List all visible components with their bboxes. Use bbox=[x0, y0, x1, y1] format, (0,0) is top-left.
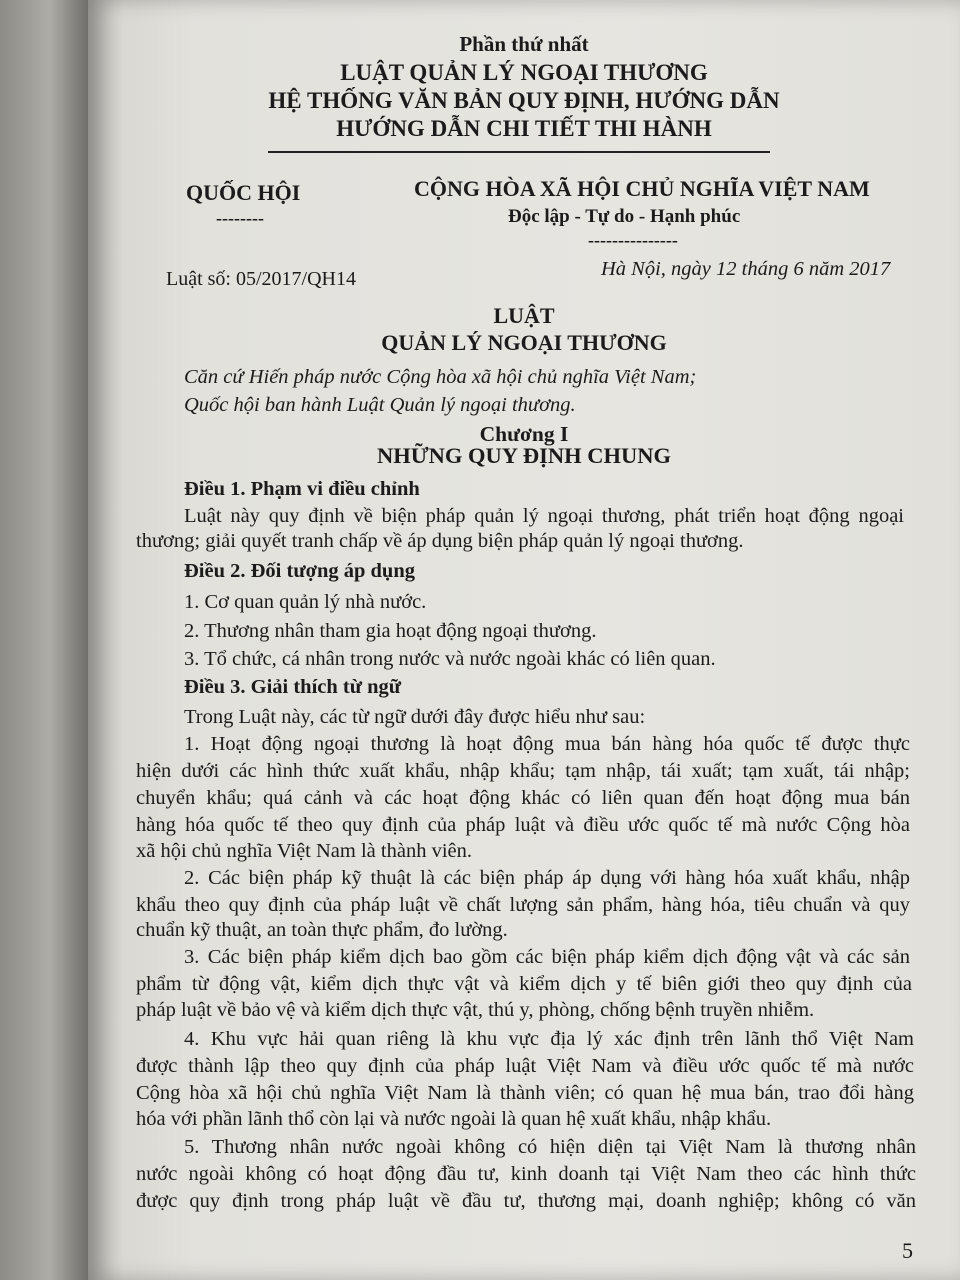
country-name: CỘNG HÒA XÃ HỘI CHỦ NGHĨA VIỆT NAM bbox=[414, 176, 870, 201]
article-2-item: 2. Thương nhân tham gia hoạt động ngoại thương. bbox=[184, 620, 597, 642]
article-3-heading: Điều 3. Giải thích từ ngữ bbox=[184, 676, 402, 698]
definition-3-line: pháp luật về bảo vệ và kiểm dịch thực vật, thú y, phòng, chống bệnh truyền nhiễm. bbox=[136, 999, 815, 1021]
definition-4-line: Cộng hòa xã hội chủ nghĩa Việt Nam là thành viên; có quan hệ mua bán, trao đổi hàng bbox=[136, 1082, 914, 1104]
article-2-item: 3. Tổ chức, cá nhân trong nước và nước ngoài khác có liên quan. bbox=[184, 648, 716, 670]
chapter-title: NHỮNG QUY ĐỊNH CHUNG bbox=[377, 443, 671, 468]
article-3-intro: Trong Luật này, các từ ngữ dưới đây được hiểu như sau: bbox=[184, 706, 646, 728]
motto-dashes: --------------- bbox=[588, 230, 678, 250]
part-title-2: HỆ THỐNG VĂN BẢN QUY ĐỊNH, HƯỚNG DẪN bbox=[268, 88, 780, 113]
national-motto: Độc lập - Tự do - Hạnh phúc bbox=[508, 206, 741, 227]
facing-page-edge bbox=[0, 0, 90, 1280]
definition-4-line: được thành lập theo quy định của pháp luật Việt Nam và điều ước quốc tế mà nước bbox=[136, 1055, 914, 1077]
issuer-dashes: -------- bbox=[216, 208, 264, 228]
part-title-1: LUẬT QUẢN LÝ NGOẠI THƯƠNG bbox=[340, 60, 708, 85]
definition-4-line: hóa với phần lãnh thổ còn lại và nước ngoài là quan hệ xuất khẩu, nhập khẩu. bbox=[136, 1108, 772, 1130]
chapter-label: Chương I bbox=[479, 422, 569, 446]
place-date: Hà Nội, ngày 12 tháng 6 năm 2017 bbox=[601, 258, 891, 280]
definition-2-line: 2. Các biện pháp kỹ thuật là các biện pháp áp dụng với hàng hóa xuất khẩu, nhập bbox=[184, 867, 910, 889]
part-label: Phần thứ nhất bbox=[459, 32, 589, 56]
article-2-item: 1. Cơ quan quản lý nhà nước. bbox=[184, 591, 427, 613]
law-type: LUẬT bbox=[493, 303, 555, 328]
definition-1-line: xã hội chủ nghĩa Việt Nam là thành viên. bbox=[136, 840, 472, 862]
page-number: 5 bbox=[902, 1238, 913, 1263]
definition-2-line: chuẩn kỹ thuật, an toàn thực phẩm, đo lường. bbox=[136, 919, 508, 941]
definition-1-line: hiện dưới các hình thức xuất khẩu, nhập khẩu; tạm nhập, tái xuất; tạm xuất, tái nhập; bbox=[136, 760, 910, 782]
article-1-heading: Điều 1. Phạm vi điều chỉnh bbox=[184, 478, 420, 500]
definition-1-line: hàng hóa quốc tế theo quy định của pháp luật và điều ước quốc tế mà nước Cộng hòa bbox=[136, 814, 910, 836]
preamble-line: Căn cứ Hiến pháp nước Cộng hòa xã hội chủ nghĩa Việt Nam; bbox=[184, 366, 697, 388]
definition-1-line: chuyển khẩu; quá cảnh và các hoạt động khác có liên quan đến hoạt động mua bán bbox=[136, 787, 910, 809]
definition-2-line: khẩu theo quy định của pháp luật về chất lượng sản phẩm, hàng hóa, tiêu chuẩn và quy bbox=[136, 894, 910, 916]
header-underline bbox=[268, 151, 770, 153]
definition-3-line: phẩm từ động vật, kiểm dịch thực vật và kiểm dịch y tế biên giới theo quy định của bbox=[136, 973, 912, 995]
law-name: QUẢN LÝ NGOẠI THƯƠNG bbox=[381, 330, 667, 355]
definition-5-line: được quy định trong pháp luật về đầu tư, thương mại, doanh nghiệp; không có văn bbox=[136, 1190, 916, 1212]
definition-5-line: nước ngoài không có hoạt động đầu tư, kinh doanh tại Việt Nam theo các hình thức bbox=[136, 1163, 916, 1185]
definition-1-line: 1. Hoạt động ngoại thương là hoạt động mua bán hàng hóa quốc tế được thực bbox=[184, 733, 910, 755]
definition-3-line: 3. Các biện pháp kiểm dịch bao gồm các biện pháp kiểm dịch động vật và các sản bbox=[184, 946, 910, 968]
article-2-heading: Điều 2. Đối tượng áp dụng bbox=[184, 560, 415, 582]
book-page bbox=[88, 0, 960, 1280]
law-number: Luật số: 05/2017/QH14 bbox=[166, 268, 356, 290]
definition-4-line: 4. Khu vực hải quan riêng là khu vực địa lý xác định trên lãnh thổ Việt Nam bbox=[184, 1028, 914, 1050]
part-title-3: HƯỚNG DẪN CHI TIẾT THI HÀNH bbox=[336, 116, 712, 141]
preamble-line: Quốc hội ban hành Luật Quản lý ngoại thương. bbox=[184, 394, 576, 416]
definition-5-line: 5. Thương nhân nước ngoài không có hiện diện tại Việt Nam là thương nhân bbox=[184, 1136, 916, 1158]
article-1-line: Luật này quy định về biện pháp quản lý ngoại thương, phát triển hoạt động ngoại bbox=[184, 505, 904, 527]
issuer-name: QUỐC HỘI bbox=[186, 180, 301, 205]
article-1-line: thương; giải quyết tranh chấp về áp dụng biện pháp quản lý ngoại thương. bbox=[136, 530, 744, 552]
